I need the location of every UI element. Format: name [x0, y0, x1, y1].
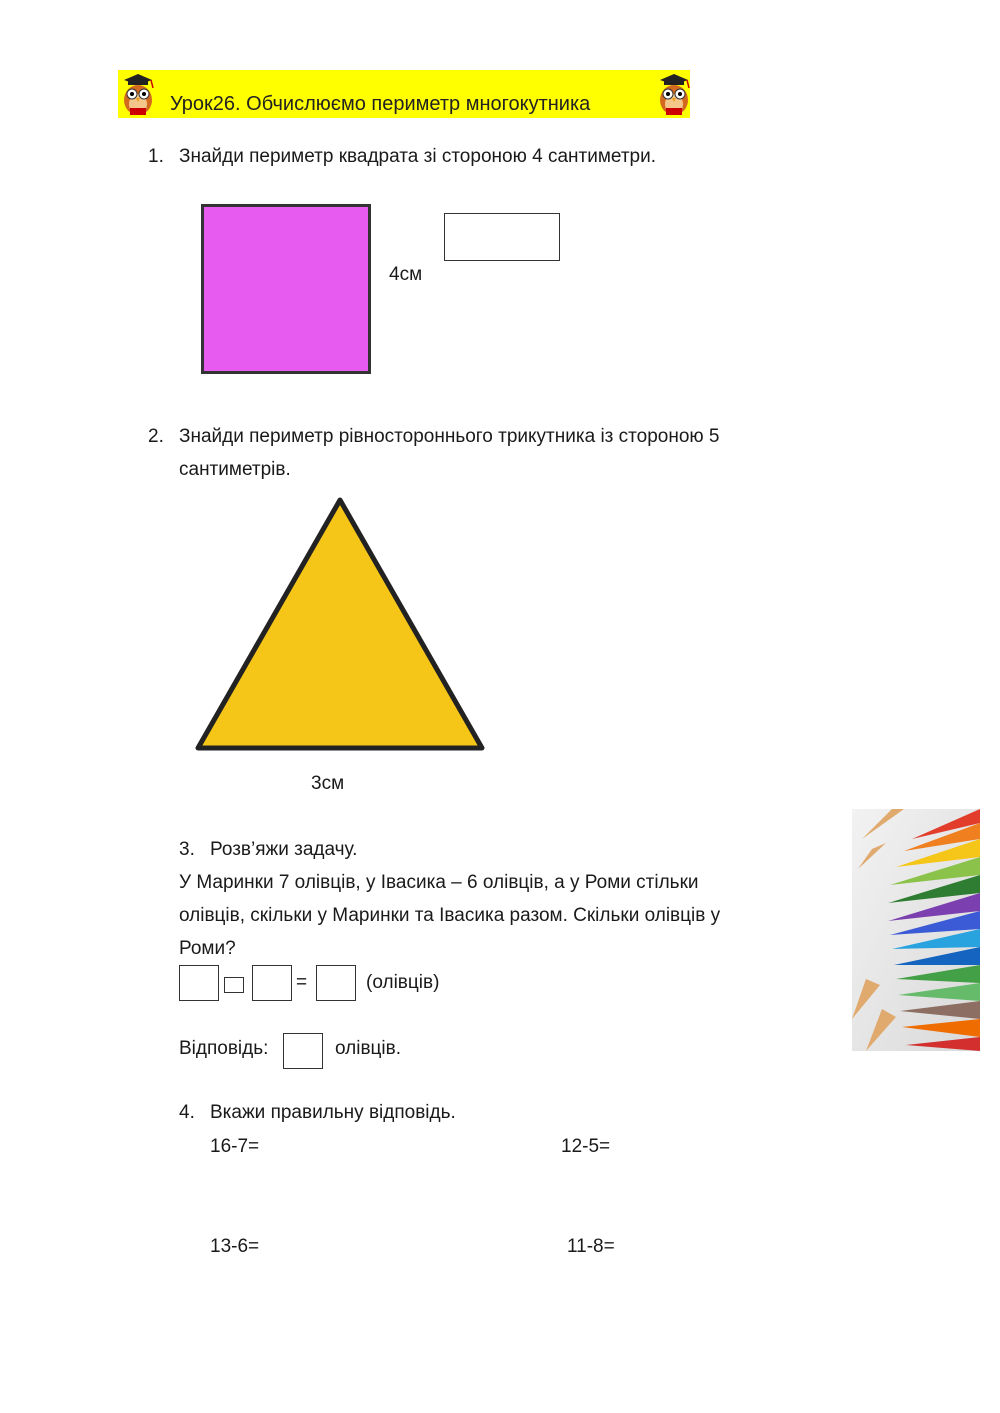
square-shape	[201, 204, 371, 374]
task1-number: 1.	[148, 146, 164, 167]
task2-number: 2.	[148, 426, 164, 447]
task3-text-line2: олівців, скільки у Маринки та Івасика разом. Скільки олівців у	[179, 905, 721, 926]
task4-number: 4.	[179, 1102, 195, 1123]
task3-answer-unit: олівців.	[335, 1038, 402, 1059]
task3-number: 3.	[179, 839, 195, 860]
page-title: Урок26. Обчислюємо периметр многокутника	[170, 93, 591, 115]
colored-pencils-image	[852, 809, 980, 1051]
task3-equals-sign: =	[296, 972, 308, 993]
task4-expression-1: 16-7=	[210, 1136, 260, 1157]
task1-text: Знайди периметр квадрата зі стороною 4 сантиметри.	[179, 146, 656, 167]
task3-operand2-input[interactable]	[252, 965, 292, 1001]
task3-text-line1: У Маринки 7 олівців, у Івасика – 6 олівців, а у Роми стільки	[179, 872, 699, 893]
triangle-side-label: 3см	[311, 773, 345, 794]
task1-answer-input[interactable]	[444, 213, 560, 261]
task2-text-line1: Знайди периметр рівностороннього трикутника із стороною 5	[179, 426, 720, 447]
task3-operand1-input[interactable]	[179, 965, 219, 1001]
task3-unit-label: (олівців)	[366, 972, 440, 993]
task3-answer-input[interactable]	[283, 1033, 323, 1069]
task3-result-input[interactable]	[316, 965, 356, 1001]
task4-expression-4: 11-8=	[567, 1236, 615, 1257]
task3-text-line3: Роми?	[179, 938, 236, 959]
square-side-label: 4см	[389, 264, 423, 285]
task3-heading: Розв’яжи задачу.	[210, 839, 358, 860]
task4-heading: Вкажи правильну відповідь.	[210, 1102, 456, 1123]
owl-right-icon	[654, 70, 694, 118]
task4-expression-2: 12-5=	[561, 1136, 611, 1157]
triangle-shape	[178, 488, 490, 758]
task3-operator-input[interactable]	[224, 977, 244, 993]
task4-expression-3: 13-6=	[210, 1236, 260, 1257]
task3-answer-label: Відповідь:	[179, 1038, 269, 1059]
owl-left-icon	[118, 70, 158, 118]
task2-text-line2: сантиметрів.	[179, 459, 291, 480]
